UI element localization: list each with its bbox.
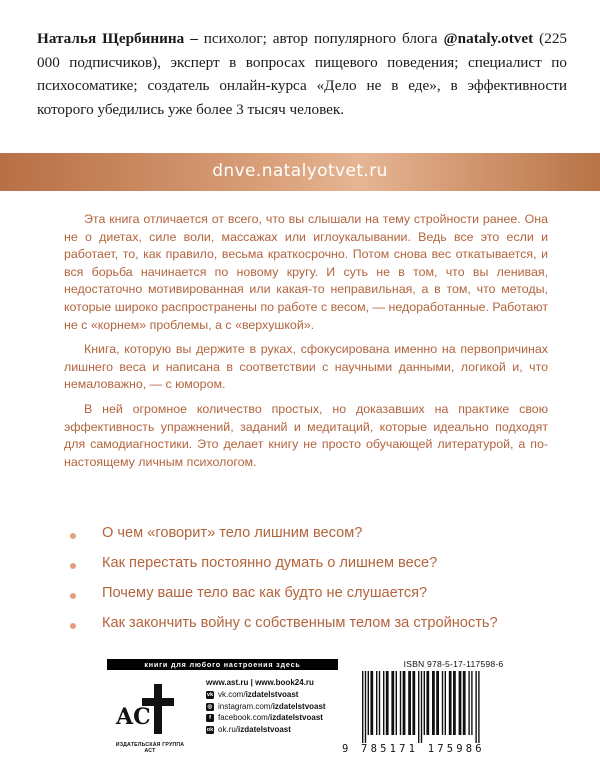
barcode-bar: [468, 671, 469, 735]
barcode-bar: [400, 671, 401, 735]
author-name: Наталья Щербинина –: [37, 30, 198, 47]
question-item: [70, 584, 550, 614]
facebook-icon: f: [206, 714, 214, 722]
barcode-bar: [432, 671, 435, 735]
bullet-dot-icon: [70, 593, 76, 599]
barcode-bar: [453, 671, 456, 735]
author-bio: [37, 27, 567, 121]
barcode-bar: [403, 671, 406, 735]
barcode-bar: [475, 671, 476, 743]
barcode-bar: [408, 671, 411, 735]
bullet-dot-icon: [70, 533, 76, 539]
barcode-bar: [386, 671, 389, 735]
publisher-group-name: ИЗДАТЕЛЬСКАЯ ГРУППА АСТ: [115, 742, 185, 754]
barcode-bar: [376, 671, 377, 735]
author-blog-handle: @nataly.otvet: [443, 30, 534, 47]
question-item: [70, 524, 550, 554]
publisher-slogan-strip: [107, 659, 338, 670]
question-item: [70, 614, 550, 644]
question-list: [70, 524, 550, 644]
barcode-bar: [426, 671, 429, 735]
ast-logo-graphic: [110, 678, 190, 740]
barcode-graphic: [354, 671, 554, 743]
barcode-bar: [365, 671, 366, 743]
social-prefix: ok.ru/: [218, 724, 239, 734]
question-text: Как закончить войну с собственным телом за стройность?: [102, 615, 498, 631]
barcode-bar: [368, 671, 369, 735]
barcode-bar: [412, 671, 415, 735]
barcode-bar: [478, 671, 479, 743]
description-paragraph: Книга, которую вы держите в руках, сфокусирована именно на первопричинах лишнего веса и написана в соответствии с научными данными, логикой и, что немаловажно, — с юмором.: [64, 342, 548, 392]
social-handle: izdatelstvoast: [272, 701, 326, 711]
social-prefix: instagram.com/: [218, 701, 273, 711]
question-text: О чем «говорит» тело лишним весом?: [102, 525, 363, 541]
barcode-bar: [445, 671, 446, 735]
barcode-bar: [370, 671, 373, 735]
social-handle: izdatelstvoast: [270, 713, 323, 722]
barcode-bar: [418, 671, 419, 743]
social-handle: izdatelstvoast: [245, 690, 299, 699]
barcode-bar: [379, 671, 380, 735]
social-prefix: facebook.com/: [218, 713, 271, 722]
description-paragraph: Эта книга отличается от всего, что вы слышали на тему стройности ранее. Она не о диетах, силе воли, массажах или иглоукалывании. Ведь все это если и работает, то, как правило, весьма краткосрочно. Потом снова вес откатывается, и вся борьба начинается по новому кругу. И суть не в том, что вы ленивая, недостаточно мотивированная или какая-то неправильная, а в том, что методы, которые широко распространены по работе с весом, — недоработанные. Работают не с «корнем» проблемы, а с «верхушкой».: [64, 212, 548, 332]
vk-icon: vk: [206, 692, 214, 698]
ast-logo-text: AC: [116, 704, 151, 730]
barcode-bar: [459, 671, 462, 735]
ok-icon: ok: [206, 726, 214, 733]
barcode-bar: [396, 671, 397, 735]
barcode-bar: [463, 671, 466, 735]
publisher-slogan: книги для любого настроения здесь: [144, 660, 301, 669]
barcode-bar: [383, 671, 384, 735]
description-paragraph: В ней огромное количество простых, но доказавших на практике свою эффективность упражнений, заданий и медитаций, которые идеально подходят для самодиагностики. Это делает книгу не просто обучающей литературой, а по-настоящему личным психологом.: [64, 401, 548, 469]
barcode-bar: [424, 671, 425, 735]
website-url[interactable]: dnve.natalyotvet.ru: [212, 161, 388, 181]
bullet-dot-icon: [70, 563, 76, 569]
barcode-bar: [436, 671, 439, 735]
website-banner: [0, 153, 600, 191]
bullet-dot-icon: [70, 623, 76, 629]
question-text: Почему ваше тело вас как будто не слушается?: [102, 585, 428, 601]
barcode-bar: [362, 671, 363, 743]
author-bio-text-2: (225 000 подписчиков), эксперт в вопросах пищевого поведения; специалист по психосоматике; создатель онлайн-курса «Дело не в еде», в эффективности которого убедились уже более 3 тысяч человек.: [37, 30, 568, 118]
isbn-label: ISBN 978-5-17-117598-6: [403, 659, 504, 669]
barcode-digits: 9 785171 175986: [342, 743, 485, 755]
social-prefix: vk.com/: [218, 690, 246, 699]
barcode-bar: [421, 671, 422, 743]
question-text: Как перестать постоянно думать о лишнем весе?: [102, 555, 438, 571]
book-description: [64, 211, 548, 478]
ast-logo-icon: [110, 678, 190, 740]
publisher-sites[interactable]: www.ast.ru | www.book24.ru: [206, 678, 314, 687]
instagram-icon: ◎: [207, 703, 213, 710]
author-bio-text-1: психолог; автор популярного блога: [197, 30, 444, 47]
barcode-bar: [391, 671, 394, 735]
social-handle: izdatelstvoast: [238, 724, 291, 734]
question-item: [70, 554, 550, 584]
barcode-bar: [442, 671, 443, 735]
barcode-bar: [471, 671, 472, 735]
barcode-bar: [449, 671, 452, 735]
